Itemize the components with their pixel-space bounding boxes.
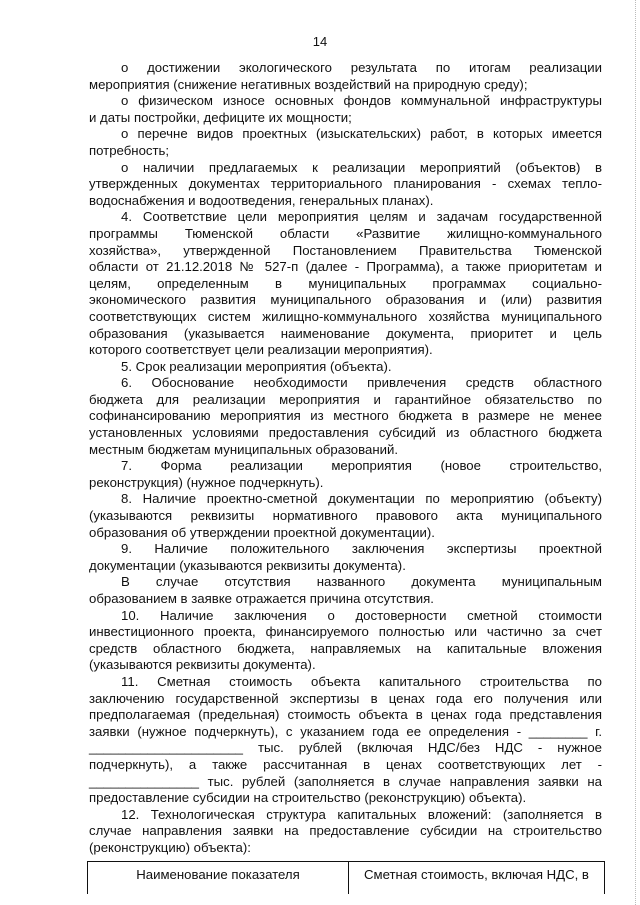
text-line: 8. Наличие проектно-сметной документации по мероприятию (объекту): [121, 491, 602, 507]
text-line: средств областного бюджета, направляемых на капитальные вложения: [89, 640, 602, 656]
table-header-estimated-cost: Сметная стоимость, включая НДС, в: [349, 862, 605, 895]
text-line: программы Тюменской области «Развитие жилищно-коммунального: [89, 225, 602, 241]
table-header-row: [88, 862, 605, 895]
text-line: документации (указываются реквизиты документа).: [89, 557, 406, 573]
text-line: _______________ тыс. рублей (заполняется в случае направления заявки на: [89, 773, 602, 789]
text-line: заявки (нужное подчеркнуть), с указанием года ее определения - ________ г.: [89, 723, 602, 739]
text-line: заключению государственной экспертизы в ценах года его получения или: [89, 690, 602, 706]
text-line: 4. Соответствие цели мероприятия целям и задачам государственной: [121, 209, 602, 225]
text-line: _____________________ тыс. рублей (включая НДС/без НДС - нужное: [89, 740, 602, 756]
text-line: экономического развития муниципального образования и (или) развития: [89, 292, 602, 308]
text-line: о перечне видов проектных (изыскательских) работ, в которых имеется: [121, 126, 602, 142]
text-line: реконструкция) (нужное подчеркнуть).: [89, 474, 324, 490]
text-line: В случае отсутствия названного документа муниципальным: [121, 574, 602, 590]
text-line: о физическом износе основных фондов коммунальной инфраструктуры: [121, 93, 602, 109]
text-line: хозяйства», утвержденной Постановлением Правительства Тюменской: [89, 242, 602, 258]
capital-investment-structure-table: [87, 861, 605, 894]
text-line: образования (указывается наименование документа, приоритет и цель: [89, 325, 602, 341]
scan-edge-marks: [633, 0, 636, 905]
text-line: целям, определенным в муниципальных программах социально-: [89, 275, 602, 291]
text-line: 5. Срок реализации мероприятия (объекта).: [121, 358, 392, 374]
text-line: водоснабжения и водоотведения, генеральных планах).: [89, 192, 434, 208]
text-line: 7. Форма реализации мероприятия (новое строительство,: [121, 458, 602, 474]
text-line: образования об утверждении проектной документации).: [89, 524, 435, 540]
text-line: о достижении экологического результата по итогам реализации: [121, 60, 602, 75]
text-line: 10. Наличие заключения о достоверности сметной стоимости: [121, 607, 602, 623]
text-line: 9. Наличие положительного заключения экспертизы проектной: [121, 541, 602, 557]
text-line: утвержденных документах территориального планирования - схемах тепло-: [89, 176, 602, 192]
text-line: местным бюджетам муниципальных образований.: [89, 441, 398, 457]
text-line: бюджета для реализации мероприятия и гарантийное обязательство по: [89, 391, 602, 407]
text-line: мероприятия (снижение негативных воздействий на природную среду);: [89, 76, 528, 92]
text-line: установленных условиями предоставления субсидий из областного бюджета: [89, 425, 602, 441]
text-line: образованием в заявке отражается причина отсутствия.: [89, 591, 434, 606]
text-line: (указываются реквизиты нормативного правового акта муниципального: [89, 508, 602, 524]
text-line: 6. Обоснование необходимости привлечения средств областного: [121, 375, 602, 391]
text-line: инвестиционного проекта, финансируемого полностью или частично за счет: [89, 624, 602, 640]
text-line: соответствующих систем жилищно-коммунального хозяйства муниципального: [89, 308, 602, 324]
text-line: софинансированию мероприятия из местного бюджета в размере не менее: [89, 408, 602, 424]
text-line: области от 21.12.2018 № 527-п (далее - Программа), а также приоритетам и: [89, 259, 602, 275]
text-line: (реконструкцию) объекта):: [89, 839, 251, 855]
text-line: 11. Сметная стоимость объекта капитального строительства по: [121, 673, 602, 689]
text-line: предполагаемая (предельная) стоимость объекта в ценах года представления: [89, 707, 602, 723]
table-header-indicator-name: Наименование показателя: [88, 862, 349, 895]
text-line: подчеркнуть), а также рассчитанная в ценах соответствующих лет -: [89, 756, 602, 772]
text-line: предоставление субсидии на строительство (реконструкцию) объекта).: [89, 790, 527, 806]
text-line: 12. Технологическая структура капитальных вложений: (заполняется в: [121, 806, 602, 822]
text-line: случае направления заявки на предоставление субсидии на строительство: [89, 823, 602, 839]
text-line: (указываются реквизиты документа).: [89, 657, 316, 673]
page-number: 14: [312, 34, 328, 49]
text-line: о наличии предлагаемых к реализации мероприятий (объектов) в: [121, 159, 602, 175]
document-body: [89, 60, 602, 857]
text-line: потребность;: [89, 142, 170, 158]
text-line: и даты постройки, дефиците их мощности;: [89, 109, 352, 125]
text-line: которого соответствует цели реализации мероприятия).: [89, 342, 433, 358]
